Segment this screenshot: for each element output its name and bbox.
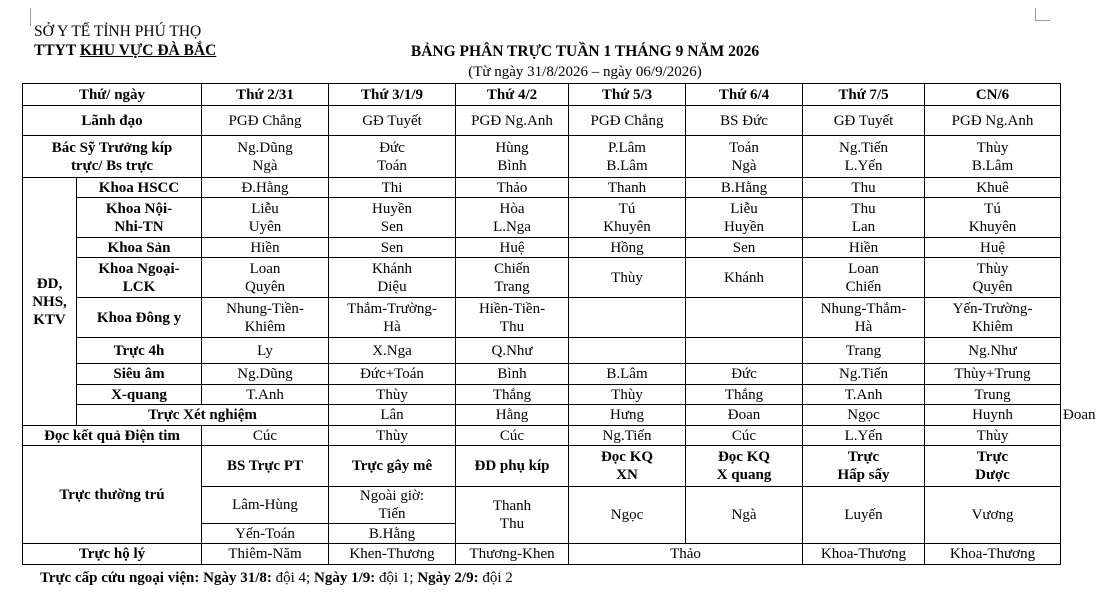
subheader-bs-truc-pt: BS Trực PT [202,446,329,487]
table-cell: Sen [329,238,456,258]
day-header: Thứ 2/31 [202,84,329,106]
table-cell: PGĐ Ng.Anh [925,106,1061,136]
table-cell: Hùng Bình [456,136,569,178]
table-cell: Nhung-Tiền- Khiêm [202,298,329,338]
table-cell: Khoa-Thương [803,544,925,565]
table-cell: Thùy [329,385,456,405]
table-cell: Q.Như [456,338,569,364]
table-row [23,364,1061,385]
table-cell: BS Đức [686,106,803,136]
table-cell: PGĐ Ng.Anh [456,106,569,136]
day-header: CN/6 [925,84,1061,106]
table-cell: Đoan [686,405,803,426]
table-cell: Loan Quyên [202,258,329,298]
table-cell: Ly [202,338,329,364]
table-cell: PGĐ Chẳng [569,106,686,136]
table-row [23,338,1061,364]
table-cell: Thu Lan [803,198,925,238]
table-cell [686,298,803,338]
table-cell: Khen-Thương [329,544,456,565]
subheader-duoc: Trực Dược [925,446,1061,487]
table-cell [686,338,803,364]
table-cell: Chiến Trang [456,258,569,298]
day-header: Thứ 5/3 [569,84,686,106]
table-cell: Ngọc [803,405,925,426]
table-row [23,136,1061,178]
table-cell: Ng.Tiến [803,364,925,385]
row-label-dongy: Khoa Đông y [77,298,202,338]
day-header: Thứ 3/1/9 [329,84,456,106]
document-subtitle: (Từ ngày 31/8/2026 – ngày 06/9/2026) [468,64,702,80]
table-cell: Luyến [803,487,925,544]
table-cell: Huynh [925,405,1061,426]
table-cell: Huệ [925,238,1061,258]
table-cell: Ng.Tiến L.Yến [803,136,925,178]
table-cell: T.Anh [803,385,925,405]
row-label-san: Khoa Sản [77,238,202,258]
table-cell: Hòa L.Nga [456,198,569,238]
row-label-dientim: Đọc kết quả Điện tim [23,426,202,446]
table-row [23,544,1061,565]
organization-header [34,22,216,60]
page-corner-mark-left [20,8,31,26]
table-cell [569,298,686,338]
table-cell: Toán Ngà [686,136,803,178]
row-label-leaders: Lãnh đạo [23,106,202,136]
table-cell: Cúc [456,426,569,446]
subheader-hap-say: Trực Hấp sấy [803,446,925,487]
table-cell: Đức+Toán [329,364,456,385]
table-cell: Thiêm-Năm [202,544,329,565]
table-cell: Thu [803,178,925,198]
emergency-footer-note: Trực cấp cứu ngoại viện: Ngày 31/8: đội 4; Ngày 1/9: đội 1; Ngày 2/9: đội 2 [40,570,513,586]
table-cell: Thùy Quyên [925,258,1061,298]
table-cell: Yến-Toán [202,524,329,544]
table-cell: Đức Toán [329,136,456,178]
table-cell [569,338,686,364]
table-cell: Thắng [686,385,803,405]
table-cell: GĐ Tuyết [803,106,925,136]
page-corner-mark-right [1035,8,1050,21]
table-cell: T.Anh [202,385,329,405]
duty-schedule-table [22,83,1096,565]
table-cell: L.Yến [803,426,925,446]
table-cell: Ng.Tiến [569,426,686,446]
table-cell: Tú Khuyên [569,198,686,238]
table-row [23,426,1061,446]
table-cell: Huyền Sen [329,198,456,238]
row-label-truc4h: Trực 4h [77,338,202,364]
row-label-doctor: Bác Sỹ Trưởng kíp trực/ Bs trực [23,136,202,178]
table-cell: Bình [456,364,569,385]
table-row [23,385,1061,405]
row-label-thuongtru: Trực thường trú [23,446,202,544]
org-line-1: SỞ Y TẾ TỈNH PHÚ THỌ [34,23,202,40]
subheader-dd-phu-kip: ĐD phụ kíp [456,446,569,487]
row-label-xetnghiem: Trực Xét nghiệm [77,405,329,426]
table-cell: Thảo [456,178,569,198]
table-cell: Thanh [569,178,686,198]
table-cell: Hiền [803,238,925,258]
table-row [23,106,1061,136]
table-cell: Liễu Huyền [686,198,803,238]
document-title-block [360,42,810,81]
table-cell: Cúc [686,426,803,446]
row-label-ngoai: Khoa Ngoại- LCK [77,258,202,298]
group-label-nursing: ĐD, NHS, KTV [23,178,77,426]
table-cell: Trung [925,385,1061,405]
table-cell: Thanh Thu [456,487,569,544]
table-cell: Hằng [456,405,569,426]
table-cell: B.Hằng [329,524,456,544]
table-cell: B.Lâm [569,364,686,385]
table-cell: Đức [686,364,803,385]
table-cell: Hưng [569,405,686,426]
document-title: BẢNG PHÂN TRỰC TUẦN 1 THÁNG 9 NĂM 2026 [410,43,760,60]
table-cell: Hồng [569,238,686,258]
day-header-row [23,84,1061,106]
table-cell: GĐ Tuyết [329,106,456,136]
table-cell: Ngà [686,487,803,544]
row-label-sieuam: Siêu âm [77,364,202,385]
table-row [23,198,1061,238]
table-row [23,298,1061,338]
table-cell: Ng.Dũng [202,364,329,385]
table-cell: P.Lâm B.Lâm [569,136,686,178]
table-cell: Nhung-Thắm- Hà [803,298,925,338]
table-cell: X.Nga [329,338,456,364]
table-cell: Hiền [202,238,329,258]
table-cell: Vương [925,487,1061,544]
table-cell: Thùy B.Lâm [925,136,1061,178]
table-cell: Khoa-Thương [925,544,1061,565]
day-header: Thứ 7/5 [803,84,925,106]
table-cell: Thùy [569,258,686,298]
subheader-doc-xquang: Đọc KQ X quang [686,446,803,487]
table-cell: Ng.Như [925,338,1061,364]
table-cell: Yến-Trường- Khiêm [925,298,1061,338]
table-cell: Ngoài giờ: Tiến [329,487,456,524]
row-label-noi: Khoa Nội- Nhi-TN [77,198,202,238]
table-row: Trực Xét nghiệm Lân Hằng Hưng Đoan Ngọc Huynh Đoan [23,405,1061,426]
row-label-xquang: X-quang [77,385,202,405]
org-line-2: TTYT KHU VỰC ĐÀ BẮC [34,42,217,59]
table-cell: Lâm-Hùng [202,487,329,524]
table-cell: Thùy+Trung [925,364,1061,385]
table-cell: Khuê [925,178,1061,198]
table-row [23,238,1061,258]
table-cell: Ngọc [569,487,686,544]
table-cell: Cúc [202,426,329,446]
day-header: Thứ 4/2 [456,84,569,106]
subheader-doc-xn: Đọc KQ XN [569,446,686,487]
table-row [23,178,1061,198]
table-cell: Ng.Dũng Ngà [202,136,329,178]
table-cell: Khánh Diệu [329,258,456,298]
table-cell: Hiền-Tiền- Thu [456,298,569,338]
corner-header: Thứ/ ngày [23,84,202,106]
table-cell: Thùy [569,385,686,405]
table-cell: Thùy [925,426,1061,446]
table-cell: Thi [329,178,456,198]
row-label-holy: Trực hộ lý [23,544,202,565]
table-cell: PGĐ Chẳng [202,106,329,136]
table-cell: Thắng [456,385,569,405]
table-cell: B.Hằng [686,178,803,198]
table-cell: Đ.Hằng [202,178,329,198]
table-row [23,258,1061,298]
table-cell: Thắm-Trường- Hà [329,298,456,338]
table-cell: Lân [329,405,456,426]
table-row [23,446,1061,487]
table-cell: Liễu Uyên [202,198,329,238]
table-cell: Huệ [456,238,569,258]
table-cell: Loan Chiến [803,258,925,298]
table-cell: Thương-Khen [456,544,569,565]
table-cell: Tú Khuyên [925,198,1061,238]
subheader-gay-me: Trực gây mê [329,446,456,487]
table-cell: Sen [686,238,803,258]
day-header: Thứ 6/4 [686,84,803,106]
table-cell: Thảo [569,544,803,565]
table-cell: Thùy [329,426,456,446]
row-label-hscc: Khoa HSCC [77,178,202,198]
table-cell: Khánh [686,258,803,298]
table-cell: Trang [803,338,925,364]
